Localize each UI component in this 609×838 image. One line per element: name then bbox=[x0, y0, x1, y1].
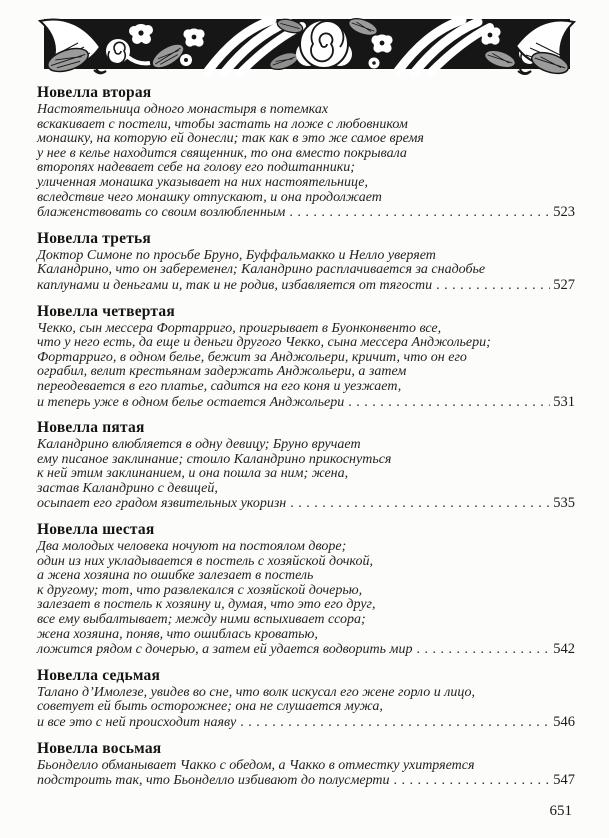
description-line: что у него есть, да еще и деньги другого Чекко, сына мессера Анджольери; bbox=[37, 335, 491, 351]
description-line: Бьонделло обманывает Чакко с обедом, а Чакко в отместку ухитряется bbox=[37, 757, 475, 773]
description-line: второпях надевает себе на голову его подштанники; bbox=[37, 160, 355, 176]
toc-section bbox=[37, 230, 575, 294]
description-line: Каландрино влюбляется в одну девицу; Бруно вручает bbox=[37, 437, 361, 453]
section-last-line bbox=[37, 205, 575, 221]
dot-leader bbox=[416, 643, 550, 658]
section-page-number: 527 bbox=[553, 276, 575, 293]
section-heading: Новелла пятая bbox=[37, 419, 145, 437]
dot-leader bbox=[240, 716, 550, 731]
dot-leader bbox=[289, 206, 550, 221]
description-line: Каландрино, что он забеременел; Каландрино расплачивается за снадобье bbox=[37, 262, 486, 278]
description-line: а жена хозяина по ошибке залезает в постель bbox=[37, 568, 314, 584]
description-line: все ему выбалтывает; между ними вспыхивает ссора; bbox=[37, 612, 366, 628]
section-last-line-text: ложится рядом с дочерью, а затем ей удается водворить мир bbox=[37, 642, 413, 658]
section-last-line bbox=[37, 715, 575, 731]
section-last-line bbox=[37, 773, 575, 789]
section-heading: Новелла шестая bbox=[37, 521, 155, 539]
section-lines bbox=[37, 322, 575, 395]
dot-leader bbox=[290, 497, 550, 512]
toc-section bbox=[37, 84, 575, 221]
section-page-number: 546 bbox=[553, 714, 575, 730]
description-line: к другому; тот, что развлекался с хозяйской дочерью, bbox=[37, 582, 363, 598]
description-line: Талано д’Имолезе, увидев во сне, что волк искусал его жене горло и лицо, bbox=[37, 684, 475, 700]
description-line: вследствие чего монашку отпускают, и она продолжает bbox=[37, 189, 382, 205]
section-lines bbox=[37, 249, 575, 278]
section-heading: Новелла седьмая bbox=[37, 666, 161, 684]
dot-leader bbox=[348, 396, 550, 411]
description-line: Настоятельница одного монастыря в потемках bbox=[37, 102, 329, 117]
description-line: Чекко, сын мессера Фортарриго, проигрывает в Буонконвенто все, bbox=[37, 320, 442, 336]
section-last-line bbox=[37, 642, 575, 658]
description-line: монашку, на которую ей донесли; так как в это же самое время bbox=[37, 131, 424, 147]
description-line: один из них укладывается в постель с хозяйской дочкой, bbox=[37, 553, 373, 569]
description-line: жена хозяина, поняв, что ошиблась кроватью, bbox=[37, 626, 318, 642]
description-line: Доктор Симоне по просьбе Бруно, Буффальмакко и Нелло уверяет bbox=[37, 247, 436, 263]
description-line: залезает в постель к хозяину и, думая, что это его друг, bbox=[37, 597, 376, 613]
table-of-contents bbox=[37, 84, 575, 798]
section-lines bbox=[37, 438, 575, 496]
dot-leader bbox=[394, 774, 551, 789]
section-page-number: 542 bbox=[553, 641, 575, 658]
description-line: ограбил, велит крестьянам задержать Анджольери, а затем bbox=[37, 364, 407, 380]
description-line: к ней этим заклинанием, и она пошла за ним; жена, bbox=[37, 466, 349, 482]
section-lines bbox=[37, 759, 575, 774]
section-last-line-text: блаженствовать со своим возлюбленным bbox=[37, 205, 286, 221]
section-lines bbox=[37, 686, 575, 715]
toc-section bbox=[37, 667, 575, 731]
description-line: вскакивает с постели, чтобы застать на ложе с любовником bbox=[37, 116, 408, 132]
description-line: Два молодых человека ночуют на постоялом дворе; bbox=[37, 539, 347, 555]
section-last-line bbox=[37, 395, 575, 411]
dot-leader bbox=[436, 279, 550, 294]
section-heading: Новелла вторая bbox=[37, 84, 152, 101]
section-last-line-text: подстроить так, что Бьонделло избивают до полусмерти bbox=[37, 773, 390, 789]
section-lines bbox=[37, 540, 575, 642]
toc-section bbox=[37, 303, 575, 411]
toc-section bbox=[37, 521, 575, 658]
section-last-line-text: осыпает его градом язвительных укоризн bbox=[37, 496, 287, 512]
section-page-number: 523 bbox=[553, 204, 575, 221]
toc-section bbox=[37, 740, 575, 789]
section-heading: Новелла третья bbox=[37, 229, 151, 247]
section-last-line bbox=[37, 496, 575, 512]
section-page-number: 535 bbox=[553, 495, 575, 512]
floral-ornament-graphic bbox=[38, 13, 576, 77]
ornament-band bbox=[38, 13, 576, 77]
section-page-number: 531 bbox=[553, 393, 575, 410]
section-last-line-text: и теперь уже в одном белье остается Анджольери bbox=[37, 394, 345, 410]
section-last-line bbox=[37, 278, 575, 294]
description-line: уличенная монашка указывает на них настоятельнице, bbox=[37, 174, 369, 190]
description-line: у нее в келье находится священник, то она вместо покрывала bbox=[37, 145, 407, 161]
description-line: советует ей быть осторожнее; она не слушается мужа, bbox=[37, 699, 383, 715]
section-heading: Новелла четвертая bbox=[37, 302, 175, 320]
toc-section bbox=[37, 419, 575, 512]
description-line: переодевается в его платье, садится на его коня и уезжает, bbox=[37, 378, 402, 394]
section-last-line-text: и все это с ней происходит наяву bbox=[37, 715, 237, 730]
description-line: застав Каландрино с девицей, bbox=[37, 480, 218, 496]
description-line: Фортарриго, в одном белье, бежит за Анджольери, кричит, что он его bbox=[37, 349, 467, 365]
section-last-line-text: каплунами и деньгами и, так и не родив, избавляется от тягости bbox=[37, 277, 433, 293]
section-lines bbox=[37, 103, 575, 205]
section-page-number: 547 bbox=[553, 772, 575, 789]
description-line: ему писаное заклинание; стоило Каландрино прикоснуться bbox=[37, 451, 392, 467]
folio-page-number: 651 bbox=[549, 803, 572, 819]
section-heading: Новелла восьмая bbox=[37, 739, 162, 757]
